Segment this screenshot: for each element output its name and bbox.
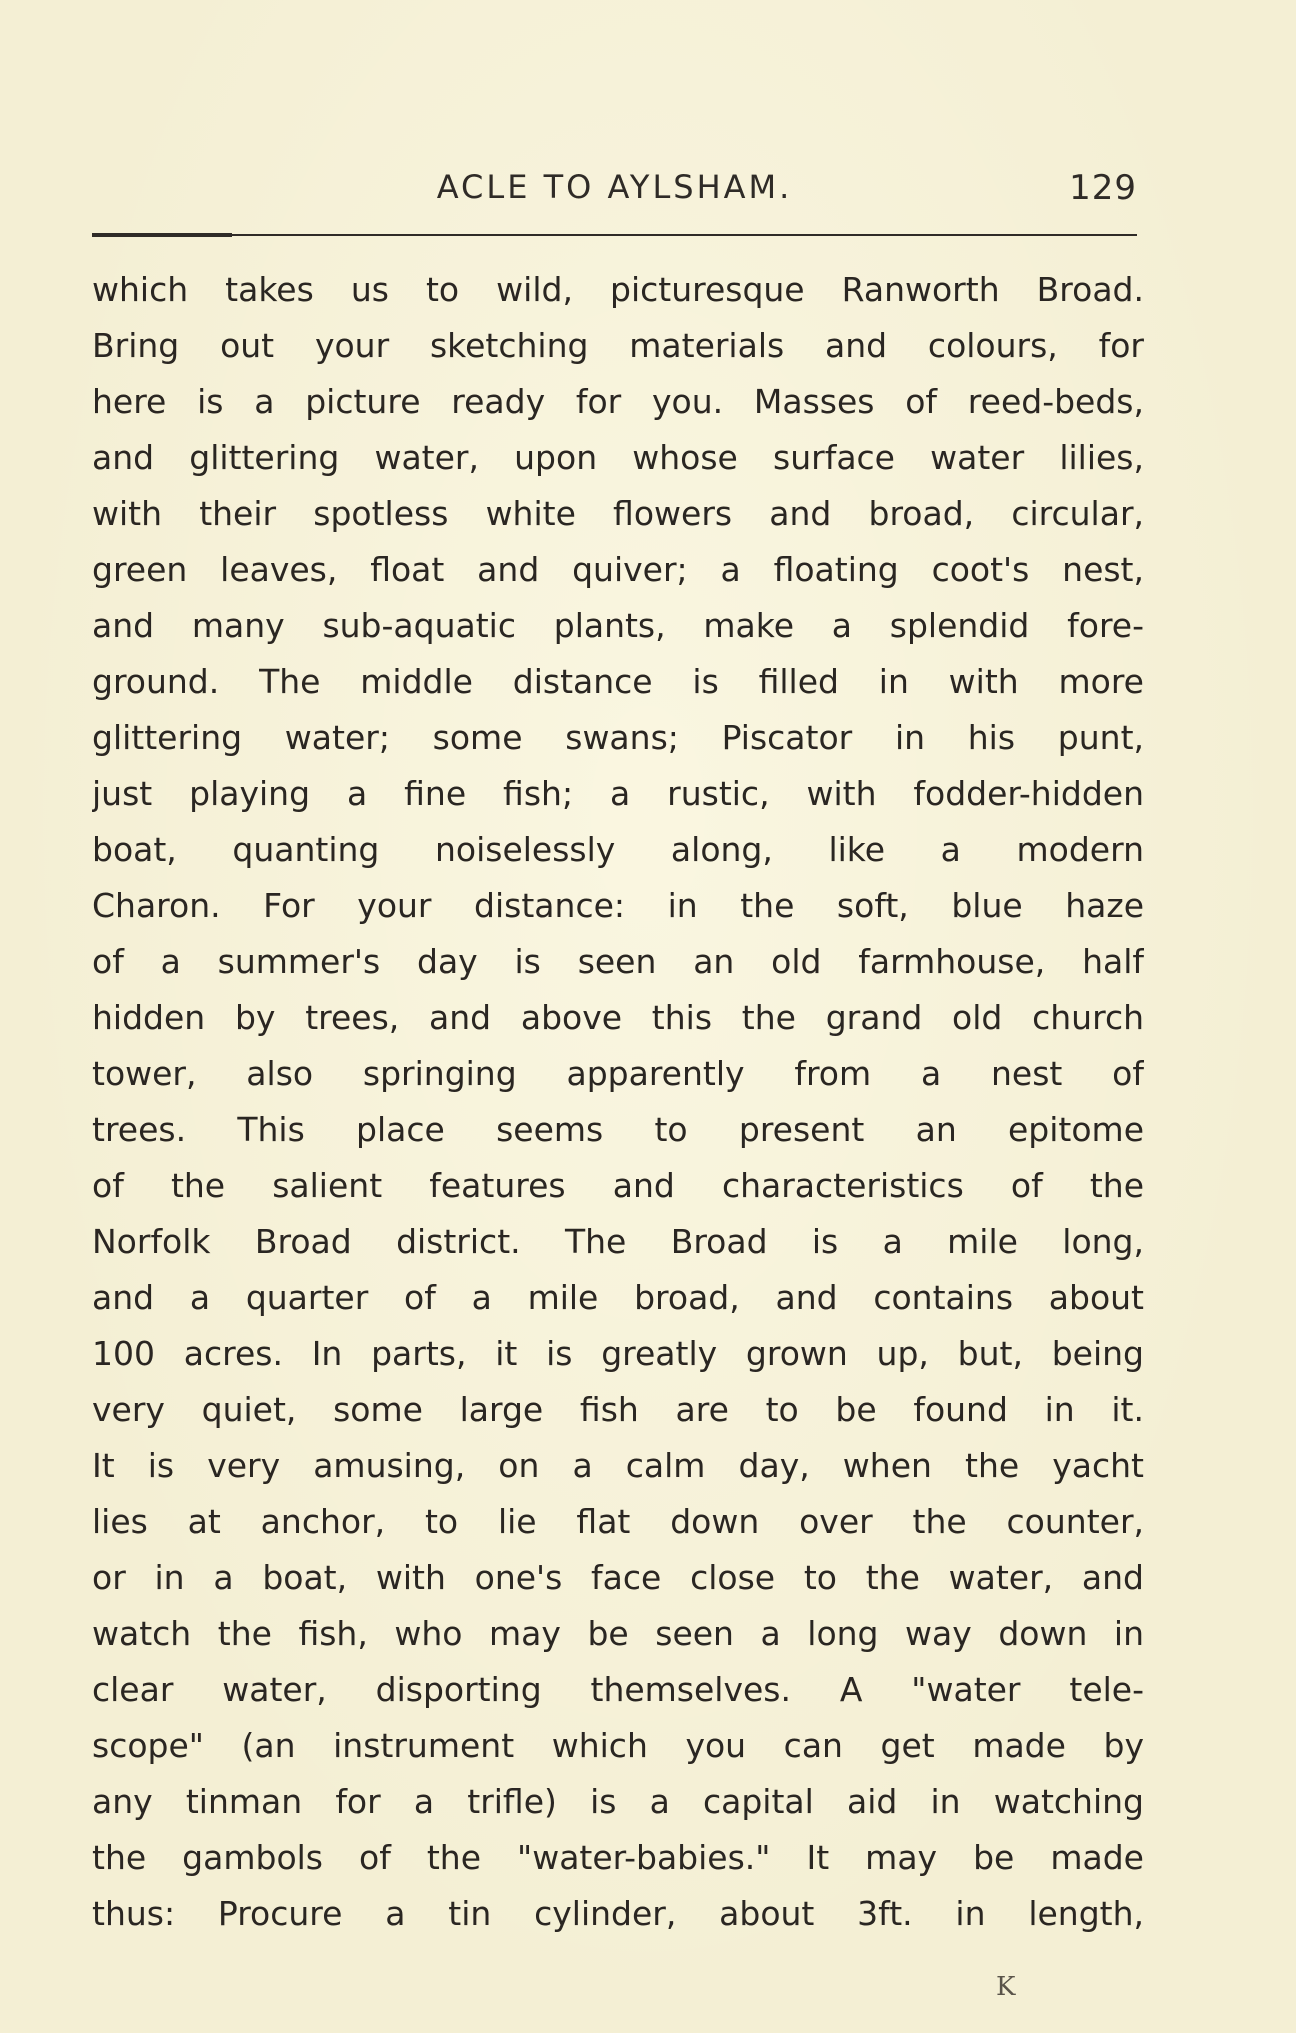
text-line: and many sub-aquatic plants, make a splendid fore- [92, 606, 1144, 645]
text-line: which takes us to wild, picturesque Ranworth Broad. [92, 270, 1144, 309]
text-line: thus: Procure a tin cylinder, about 3ft. in length, [92, 1894, 1144, 1933]
running-title: ACLE TO AYLSHAM. [436, 168, 793, 206]
text-line: or in a boat, with one's face close to the water, and [92, 1558, 1144, 1597]
text-line: clear water, disporting themselves. A "water tele- [92, 1670, 1144, 1709]
text-line: any tinman for a trifle) is a capital aid in watching [92, 1782, 1144, 1821]
text-line: Bring out your sketching materials and colours, for [92, 326, 1144, 365]
text-line: the gambols of the "water-babies." It may be made [92, 1838, 1144, 1877]
text-line: boat, quanting noiselessly along, like a modern [92, 830, 1144, 869]
text-line: Charon. For your distance: in the soft, blue haze [92, 886, 1144, 925]
text-line: lies at anchor, to lie flat down over the counter, [92, 1502, 1144, 1541]
text-line: trees. This place seems to present an epitome [92, 1110, 1144, 1149]
text-line: tower, also springing apparently from a nest of [92, 1054, 1144, 1093]
text-line: ground. The middle distance is filled in with more [92, 662, 1144, 701]
text-line: scope" (an instrument which you can get made by [92, 1726, 1144, 1765]
page-number: 129 [1069, 168, 1137, 208]
running-head [92, 168, 1137, 218]
text-line: with their spotless white flowers and broad, circular, [92, 494, 1144, 533]
text-line: watch the fish, who may be seen a long way down in [92, 1614, 1144, 1653]
text-line: of the salient features and characteristics of the [92, 1166, 1144, 1205]
text-line: very quiet, some large fish are to be found in it. [92, 1390, 1144, 1429]
header-rule-accent [92, 233, 232, 237]
body-text [92, 262, 1144, 1942]
signature-mark: K [996, 1972, 1016, 2002]
text-line: and a quarter of a mile broad, and contains about [92, 1278, 1144, 1317]
text-line: here is a picture ready for you. Masses of reed-beds, [92, 382, 1144, 421]
text-line: 100 acres. In parts, it is greatly grown up, but, being [92, 1334, 1144, 1373]
text-line: green leaves, float and quiver; a floating coot's nest, [92, 550, 1144, 589]
text-line: Norfolk Broad district. The Broad is a mile long, [92, 1222, 1144, 1261]
text-line: hidden by trees, and above this the grand old church [92, 998, 1144, 1037]
header-rule [92, 234, 1137, 236]
text-line: and glittering water, upon whose surface water lilies, [92, 438, 1144, 477]
text-line: of a summer's day is seen an old farmhouse, half [92, 942, 1144, 981]
text-line: It is very amusing, on a calm day, when the yacht [92, 1446, 1144, 1485]
text-line: glittering water; some swans; Piscator in his punt, [92, 718, 1144, 757]
text-line: just playing a fine fish; a rustic, with fodder-hidden [92, 774, 1144, 813]
